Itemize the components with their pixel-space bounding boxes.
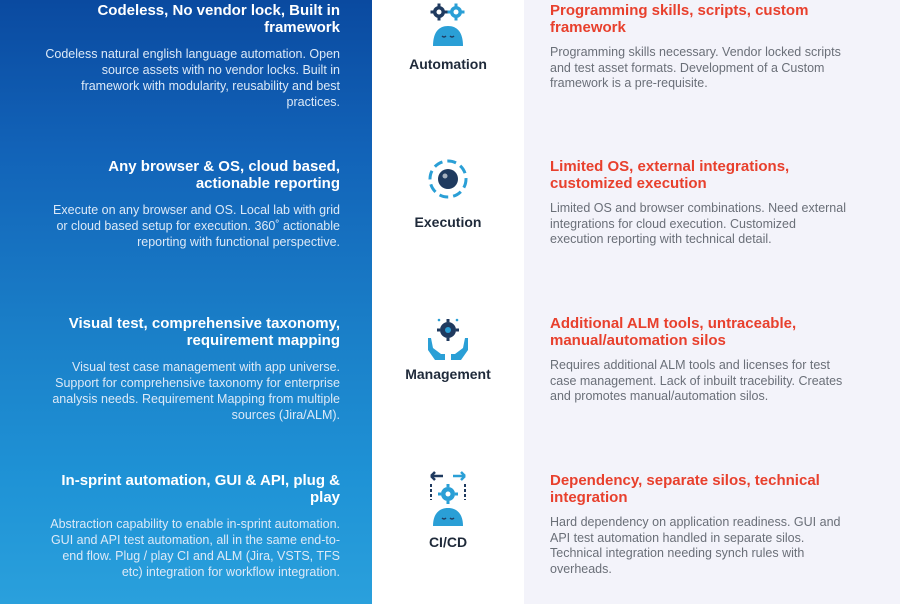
left-block-cicd [40, 472, 340, 580]
hands-gear-icon [425, 316, 471, 360]
left-block-management [40, 315, 340, 423]
middle-block-cicd [372, 470, 524, 550]
left-title: Codeless, No vendor lock, Built in framework [97, 2, 340, 36]
left-body: Codeless natural english language automation. Open source assets with no vendor locks. Built in framework with modularity, reusability and best practices. [45, 47, 340, 109]
arrows-gear-head-icon [425, 470, 471, 526]
left-body: Visual test case management with app universe. Support for comprehensive taxonomy for enterprise analysis needs. Requirement Mapping from multiple sources (Jira/ALM). [52, 360, 340, 422]
right-block-execution [550, 158, 850, 248]
right-block-automation [550, 2, 850, 92]
right-body: Requires additional ALM tools and licenses for test case management. Lack of inbuilt tracebility. Creates and promotes manual/automation silos. [550, 358, 843, 403]
middle-label: Execution [414, 214, 482, 230]
right-body: Hard dependency on application readiness. GUI and API test automation handled in separate silos. Technical integration needing synch rules with overheads. [550, 515, 841, 576]
left-title: Visual test, comprehensive taxonomy, requirement mapping [68, 315, 340, 349]
left-title: In-sprint automation, GUI & API, plug & play [61, 472, 340, 506]
left-body: Abstraction capability to enable in-sprint automation. GUI and API test automation, all in the same end-to-end flow. Plug / play CI and ALM (Jira, VSTS, TFS etc) integration for workflow integration. [50, 517, 340, 579]
middle-label: Management [405, 366, 491, 382]
right-title: Programming skills, scripts, custom framework [550, 2, 809, 36]
left-body: Execute on any browser and OS. Local lab with grid or cloud based setup for execution. 360˚ actionable reporting with functional perspective. [53, 203, 340, 249]
middle-block-management [372, 316, 524, 382]
right-body: Limited OS and browser combinations. Need external integrations for cloud execution. Customized execution reporting with technical detail. [550, 201, 846, 246]
right-title: Additional ALM tools, untraceable, manual/automation silos [550, 315, 797, 349]
right-block-management [550, 315, 850, 405]
right-title: Limited OS, external integrations, customized execution [550, 158, 790, 192]
gears-head-icon [425, 2, 471, 46]
middle-label: CI/CD [428, 534, 468, 550]
left-block-execution [40, 158, 340, 250]
middle-block-automation [372, 2, 524, 72]
right-title: Dependency, separate silos, technical integration [550, 472, 820, 506]
left-block-automation [40, 2, 340, 110]
right-block-cicd [550, 472, 850, 577]
left-title: Any browser & OS, cloud based, actionable reporting [108, 158, 340, 192]
middle-block-execution [372, 158, 524, 230]
target-circle-icon [427, 158, 469, 200]
right-body: Programming skills necessary. Vendor locked scripts and test asset formats. Development of a Custom framework is a pre-requisite. [550, 45, 841, 90]
middle-label: Automation [409, 56, 487, 72]
